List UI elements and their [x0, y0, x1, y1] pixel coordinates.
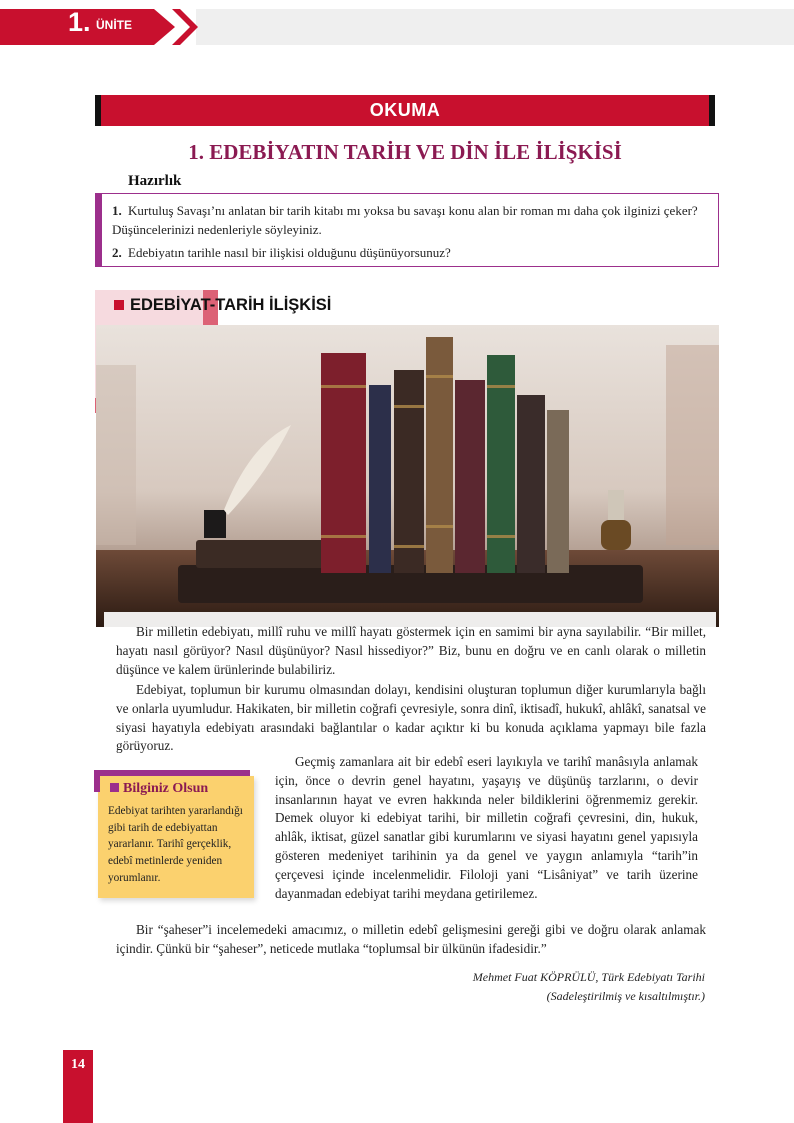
- body-paragraph: Edebiyat, toplumun bir kurumu olmasından dolayı, kendisini oluşturan toplumun diğer kurumlarıyla bağlı ve onlarla uyumludur. Hakikaten, bir milletin coğrafi çevresiyle, sonra dinî, iktisadî, hukukî, ahlâkî, sanatsal ve siyasi hayatıyla edebiyatı arasındaki bağlantılar o kadar açıktır ki bu konuda açıklama yapmayı bile fazla görüyoruz.: [116, 682, 706, 754]
- info-box-accent: [94, 770, 250, 776]
- preparation-item: [112, 243, 702, 262]
- unit-label: ÜNİTE: [96, 18, 132, 32]
- square-bullet-icon: [114, 300, 124, 310]
- info-box-text: Edebiyat tarihten yararlandığı gibi tarih de edebiyattan yararlanır. Tarihî gerçeklik, edebî metinlerde yeniden yorumlanır.: [108, 805, 243, 884]
- page-number: 14: [71, 1057, 85, 1072]
- body-paragraph: Bir milletin edebiyatı, millî ruhu ve millî hayatı göstermek için en samimi bir ayna sayılabilir. “Bir millet, hayatı nasıl görüyor? Nasıl düşünüyor? Nasıl hissediyor?” Biz, bunu en doğru ve en canlı olarak o milletin düşünce ve kalem ürünlerinde bulabiliriz.: [116, 624, 706, 677]
- unit-number: 1.: [68, 7, 91, 37]
- chevron-right-icon: [172, 9, 200, 45]
- square-bullet-icon: [110, 783, 119, 792]
- header-rule: [196, 9, 794, 45]
- item-text: Kurtuluş Savaşı’nı anlatan bir tarih kitabı mı yoksa bu savaşı konu alan bir roman mı daha çok ilginizi çeker? Düşüncelerinizi nedenleriyle söyleyiniz.: [112, 203, 698, 237]
- books-photo: [96, 325, 719, 627]
- info-box-title: [110, 781, 208, 797]
- item-number: 1.: [112, 203, 122, 218]
- preparation-accent-bar: [95, 193, 102, 267]
- item-number: 2.: [112, 245, 122, 260]
- section-subheading: [114, 296, 331, 315]
- subheading-text: EDEBİYAT-TARİH İLİŞKİSİ: [130, 296, 332, 314]
- attribution-note: (Sadeleştirilmiş ve kısaltılmıştır.): [546, 989, 705, 1003]
- attribution-author: Mehmet Fuat KÖPRÜLÜ, Türk Edebiyatı Tarihi: [472, 970, 705, 984]
- page-title: 1. EDEBİYATIN TARİH VE DİN İLE İLİŞKİSİ: [188, 140, 622, 164]
- info-box-title-text: Bilginiz Olsun: [123, 781, 209, 796]
- preparation-item: [112, 201, 702, 239]
- preparation-heading: Hazırlık: [128, 173, 182, 189]
- body-paragraph: Bir “şaheser”i incelemedeki amacımız, o milletin edebî gelişmesini gereği gibi ve doğru olarak anlamak içindir. Çünkü bir “şaheser”, neticede mutlaka “toplumsal bir ülkünün ifadesidir.”: [116, 922, 706, 956]
- attribution: [400, 968, 705, 1006]
- info-box-accent-side: [94, 770, 100, 792]
- body-paragraph: Geçmiş zamanlara ait bir edebî eseri layıkıyla ve tarihî manâsıyla anlamak için, önce o devrin genel hayatını, yaşayış ve düşünüş tarzlarını, o devir insanlarının hayat ve evren hakkında neler bildiklerini öğrenmemiz gerekir. Demek oluyor ki edebiyat tarihi, bir milletin coğrafi çevresini, din, hukuk, ahlâk, iktisat, güzel sanatlar gibi kurumlarını ve siyasi hayatını genel yapısıyla gösteren medeniyet tarihinin ya da genel ve yaygın anlamıyla “tarih”in çerçevesi içinde incelenmelidir. Filoloji yani “Lisâniyat” ve tarih üzerine dayanmadan edebiyat tarihi meydana getirilemez.: [275, 754, 698, 901]
- section-label: OKUMA: [95, 95, 715, 126]
- item-text: Edebiyatın tarihle nasıl bir ilişkisi olduğunu düşünüyorsunuz?: [128, 245, 451, 260]
